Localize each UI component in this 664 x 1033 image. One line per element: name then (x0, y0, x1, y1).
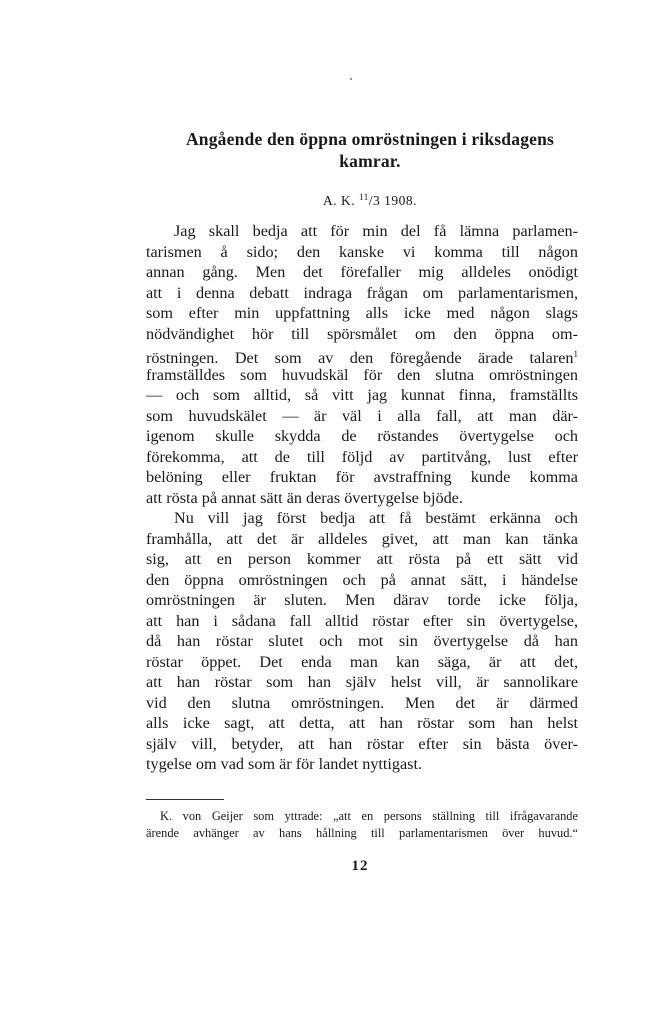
body-line: Nu vill jag först bedja att få bestämt erkänna och (174, 509, 578, 527)
body-text (146, 221, 578, 775)
body-line: röstar öppet. Det enda man kan säga, är att det, (146, 652, 578, 671)
body-line: annan gång. Men det förefaller mig alldeles onödigt (146, 263, 578, 281)
byline-day: 11 (359, 192, 369, 202)
body-line: den öppna omröstningen och på annat sätt, i händelse (146, 570, 578, 589)
body-line: som efter min uppfattning alls icke med någon slags (146, 304, 578, 322)
body-line: förekomma, att de till följd av partitvång, lust efter (146, 447, 578, 466)
scan-speck (350, 78, 352, 80)
byline-prefix: A. K. (323, 193, 356, 208)
body-line: vid den slutna omröstningen. Men det är därmed (146, 693, 578, 712)
body-line: nödvändighet hör till spörsmålet om den öppna om- (146, 324, 578, 343)
footnote-line-2: ärende avhänger av hans hållning till parlamentarismen över huvud.“ (146, 826, 578, 840)
title-line-1: Angående den öppna omröstningen i riksdagens (185, 129, 555, 149)
body-line: tarismen å sido; den kanske vi komma till någon (146, 242, 578, 261)
footnote-marker: 1 (573, 349, 578, 359)
body-line: sig, att en person kommer att rösta på ett sätt vid (146, 550, 578, 568)
body-line: själv vill, betyder, att han röstar efter sin bästa över- (146, 734, 578, 753)
body-line: — och som alltid, så vitt jag kunnat finna, framställts (146, 386, 578, 404)
body-line: att han röstar som han själv helst vill, är sannolikare (146, 673, 578, 691)
body-line: då han röstar slutet och mot sin övertygelse då han (146, 632, 578, 650)
page-number: 12 (351, 858, 369, 874)
footnote-divider (146, 799, 224, 800)
body-line: att han i sådana fall alltid röstar efter sin övertygelse, (146, 611, 578, 630)
byline (140, 188, 600, 210)
page-title (140, 128, 600, 172)
body-line: Jag skall bedja att för min del få lämna parlamen- (174, 222, 578, 240)
body-line: som huvudskälet — är väl i alla fall, att man där- (146, 406, 578, 425)
body-line: alls icke sagt, att detta, att han röstar som han helst (146, 714, 578, 732)
body-line-with-footnote (146, 344, 578, 365)
footnote (146, 808, 578, 842)
byline-rest: /3 1908. (368, 193, 417, 208)
body-line: framhålla, att det är alldeles givet, att man kan tänka (146, 529, 578, 548)
body-line: att i denna debatt indraga frågan om parlamentarismen, (146, 283, 578, 302)
body-line: tygelse om vad som är för landet nyttigast. (146, 755, 423, 773)
body-line: belöning eller fruktan för avstraffning kunde komma (146, 468, 578, 486)
footnote-line-1: K. von Geijer som yttrade: „att en persons ställning till ifrågavarande (160, 809, 578, 823)
body-line: att rösta på annat sätt än deras övertygelse bjöde. (146, 488, 463, 507)
body-line-text: röstningen. Det som av den föregående ärade talaren (146, 349, 574, 367)
body-line: igenom skulle skydda de röstandes övertygelse och (146, 427, 578, 445)
title-line-2: kamrar. (339, 151, 401, 171)
body-line: framställdes som huvudskäl för den slutna omröstningen (146, 365, 578, 384)
body-line: omröstningen är sluten. Men därav torde icke följa, (146, 591, 578, 609)
